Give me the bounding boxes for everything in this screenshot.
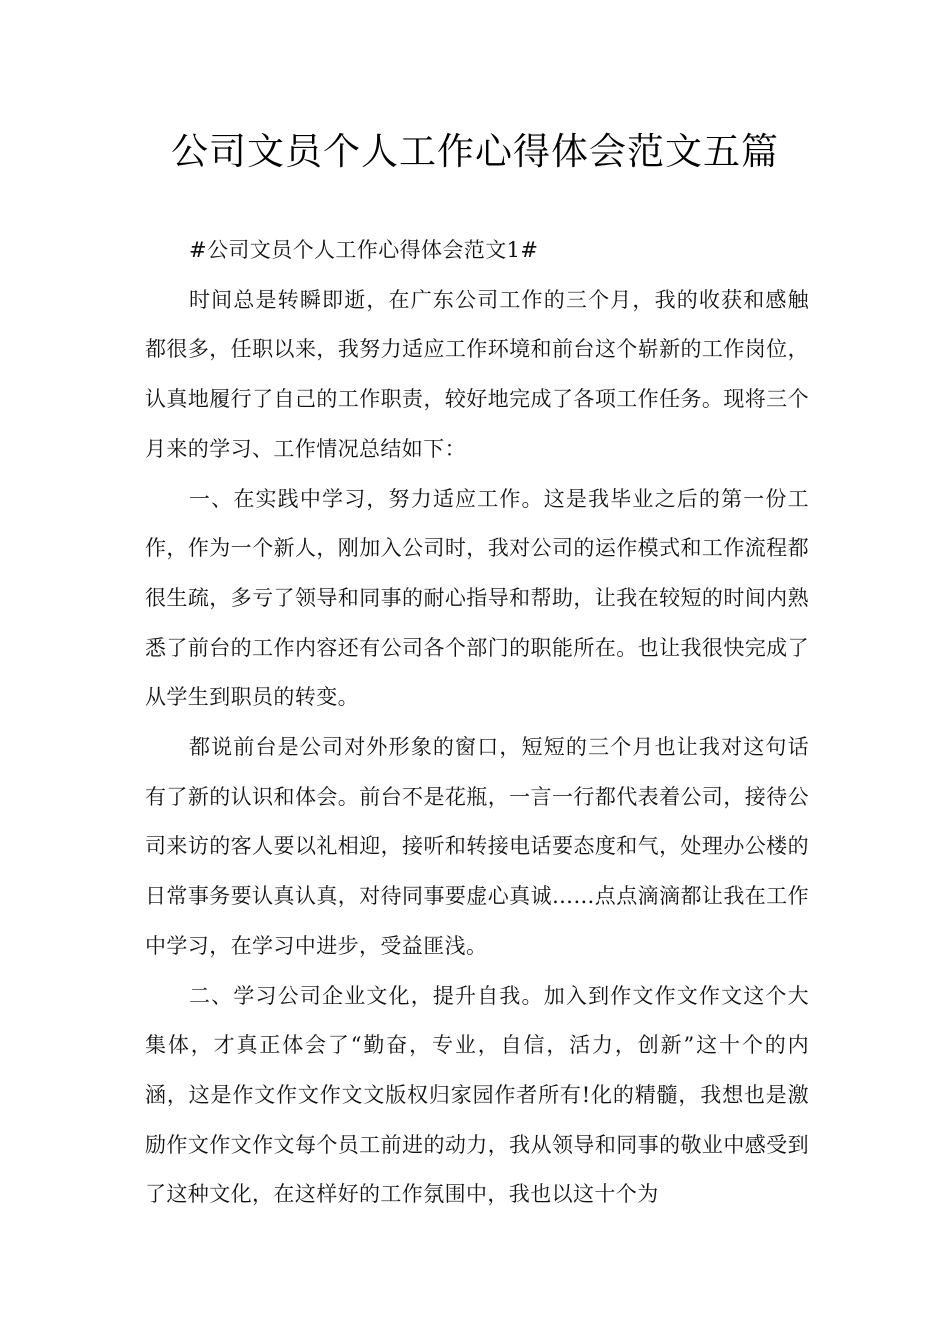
paragraph-practice: 一、在实践中学习，努力适应工作。这是我毕业之后的第一份工作，作为一个新人，刚加入公司时，我对公司的运作模式和工作流程都很生疏，多亏了领导和同事的耐心指导和帮助，让我在较短的时间内熟悉了前台的工作内容还有公司各个部门的职能所在。也让我很快完成了从学生到职员的转变。: [145, 486, 809, 710]
paragraph-front-desk: 都说前台是公司对外形象的窗口，短短的三个月也让我对这句话有了新的认识和体会。前台不是花瓶，一言一行都代表着公司，接待公司来访的客人要以礼相迎，接听和转接电话要态度和气，处理办公楼的日常事务要认真认真，对待同事要虚心真诚……点点滴滴都让我在工作中学习，在学习中进步，受益匪浅。: [145, 735, 809, 958]
paragraph-intro: 时间总是转瞬即逝，在广东公司工作的三个月，我的收获和感触都很多，任职以来，我努力适应工作环境和前台这个崭新的工作岗位，认真地履行了自己的工作职责，较好地完成了各项工作任务。现将三个月来的学习、工作情况总结如下：: [145, 287, 809, 461]
document-title: 公司文员个人工作心得体会范文五篇: [171, 130, 779, 173]
document-body: [145, 226, 809, 1220]
section-heading: #公司文员个人工作心得体会范文1#: [189, 238, 539, 262]
paragraph-culture: 二、学习公司企业文化，提升自我。加入到作文作文作文这个大集体，才真正体会了“勤奋，专业，自信，活力，创新”这十个的内涵，这是作文作文作文文版权归家园作者所有!化的精髓，我想也是激励作文作文作文每个员工前进的动力，我从领导和同事的敬业中感受到了这种文化，在这样好的工作氛围中，我也以这十个为: [145, 983, 809, 1207]
